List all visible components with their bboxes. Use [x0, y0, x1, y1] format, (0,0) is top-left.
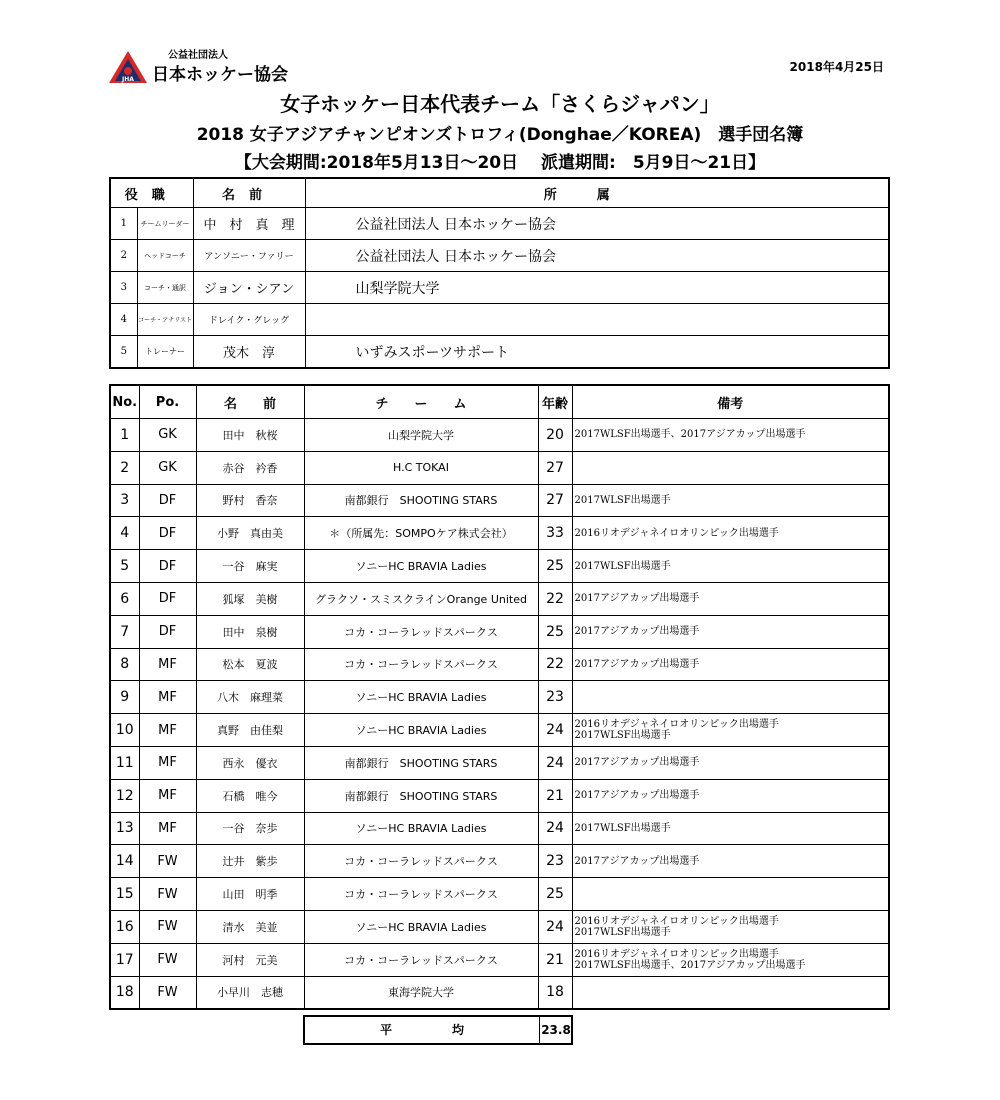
staff-header-name: 名前	[193, 178, 305, 208]
player-note-line: 2016リオデジャネイロオリンピック出場選手	[574, 719, 779, 731]
player-age: 18	[538, 976, 572, 1009]
player-position: FW	[139, 976, 196, 1009]
player-age: 25	[538, 878, 572, 911]
player-position: MF	[139, 779, 196, 812]
staff-header-role: 役職	[110, 178, 193, 208]
player-note	[572, 419, 889, 452]
player-note	[572, 943, 889, 976]
player-age: 24	[538, 812, 572, 845]
player-note	[572, 648, 889, 681]
staff-name: ジョン・シアン	[193, 272, 305, 304]
player-no: 14	[110, 845, 139, 878]
player-no: 18	[110, 976, 139, 1009]
player-team: ソニーHC BRAVIA Ladies	[304, 812, 538, 845]
player-name: 真野 由佳梨	[196, 714, 304, 747]
player-note-line: 2017アジアカップ出場選手	[574, 658, 700, 670]
table-row	[110, 648, 889, 681]
player-note	[572, 910, 889, 943]
staff-name: 茂木 淳	[193, 336, 305, 369]
player-position: MF	[139, 714, 196, 747]
player-name: 小早川 志穂	[196, 976, 304, 1009]
staff-row	[110, 240, 889, 272]
table-row	[110, 681, 889, 714]
player-note	[572, 812, 889, 845]
player-name: 辻井 紫歩	[196, 845, 304, 878]
player-position: FW	[139, 910, 196, 943]
player-name: 一谷 麻実	[196, 550, 304, 583]
table-row	[110, 615, 889, 648]
player-name: 石橋 唯今	[196, 779, 304, 812]
player-note	[572, 484, 889, 517]
staff-role: トレーナー	[137, 336, 193, 369]
player-team: コカ・コーラレッドスパークス	[304, 615, 538, 648]
player-name: 一谷 奈歩	[196, 812, 304, 845]
staff-name: ドレイク・グレッグ	[193, 304, 305, 336]
player-team: コカ・コーラレッドスパークス	[304, 878, 538, 911]
player-age: 23	[538, 681, 572, 714]
table-row	[110, 714, 889, 747]
staff-role: ヘッドコーチ	[137, 240, 193, 272]
player-team: コカ・コーラレッドスパークス	[304, 943, 538, 976]
staff-role: チームリーダー	[137, 208, 193, 240]
player-note	[572, 681, 889, 714]
player-age: 22	[538, 582, 572, 615]
player-note	[572, 714, 889, 747]
header-position: Po.	[139, 385, 196, 419]
header-no: No.	[110, 385, 139, 419]
player-name: 山田 明季	[196, 878, 304, 911]
player-name: 八木 麻理菜	[196, 681, 304, 714]
player-note	[572, 845, 889, 878]
player-position: DF	[139, 615, 196, 648]
player-position: DF	[139, 582, 196, 615]
player-note-line: 2017アジアカップ出場選手	[574, 790, 700, 802]
player-no: 15	[110, 878, 139, 911]
player-team: 東海学院大学	[304, 976, 538, 1009]
jha-emblem-icon	[108, 50, 148, 84]
org-small-label: 公益社団法人	[168, 50, 228, 61]
player-note-line: 2017アジアカップ出場選手	[574, 626, 700, 638]
player-note-line: 2016リオデジャネイロオリンピック出場選手	[574, 915, 779, 927]
player-age: 25	[538, 550, 572, 583]
player-age: 33	[538, 517, 572, 550]
header-team: チ ー ム	[304, 385, 538, 419]
table-row	[110, 943, 889, 976]
staff-affiliation: 公益社団法人 日本ホッケー協会	[305, 240, 889, 272]
player-age: 21	[538, 943, 572, 976]
player-no: 11	[110, 746, 139, 779]
header-age: 年齢	[538, 385, 572, 419]
player-position: MF	[139, 812, 196, 845]
player-position: DF	[139, 550, 196, 583]
player-age: 27	[538, 451, 572, 484]
player-note-line: 2017WLSF出場選手	[574, 494, 671, 506]
player-team: ソニーHC BRAVIA Ladies	[304, 910, 538, 943]
player-name: 清水 美並	[196, 910, 304, 943]
player-position: FW	[139, 943, 196, 976]
players-body	[110, 419, 889, 1010]
player-age: 24	[538, 746, 572, 779]
staff-header-row	[110, 178, 889, 208]
player-team: H.C TOKAI	[304, 451, 538, 484]
player-no: 16	[110, 910, 139, 943]
player-note	[572, 878, 889, 911]
player-age: 24	[538, 714, 572, 747]
document-subtitle: 2018 女子アジアチャンピオンズトロフィ(Donghae／KOREA) 選手団名簿	[196, 125, 804, 145]
staff-name: アンソニー・ファリー	[193, 240, 305, 272]
player-note	[572, 582, 889, 615]
player-team: 南都銀行 SHOOTING STARS	[304, 779, 538, 812]
document-title: 女子ホッケー日本代表チーム「さくらジャパン」	[280, 92, 720, 116]
player-note-line: 2017アジアカップ出場選手	[574, 593, 700, 605]
average-row	[303, 1015, 573, 1045]
player-note	[572, 451, 889, 484]
player-no: 2	[110, 451, 139, 484]
player-no: 1	[110, 419, 139, 452]
staff-affiliation: 公益社団法人 日本ホッケー協会	[305, 208, 889, 240]
player-note-line: 2017WLSF出場選手	[574, 926, 671, 938]
player-age: 21	[538, 779, 572, 812]
staff-row	[110, 304, 889, 336]
average-label: 平均	[379, 1023, 524, 1037]
document-date: 2018年4月25日	[789, 60, 884, 74]
player-no: 13	[110, 812, 139, 845]
table-row	[110, 550, 889, 583]
player-position: GK	[139, 419, 196, 452]
player-no: 9	[110, 681, 139, 714]
staff-no: 4	[110, 304, 137, 336]
player-age: 25	[538, 615, 572, 648]
player-no: 17	[110, 943, 139, 976]
player-note	[572, 779, 889, 812]
header-name: 名 前	[196, 385, 304, 419]
staff-no: 1	[110, 208, 137, 240]
staff-header-affiliation: 所属	[305, 178, 889, 208]
logo-text: JHA	[122, 76, 134, 83]
players-header-row	[110, 385, 889, 419]
player-note	[572, 746, 889, 779]
staff-role: コーチ・通訳	[137, 272, 193, 304]
staff-no: 2	[110, 240, 137, 272]
table-row	[110, 451, 889, 484]
staff-affiliation: いずみスポーツサポート	[305, 336, 889, 369]
table-row	[110, 976, 889, 1009]
staff-row	[110, 208, 889, 240]
player-note-line: 2017アジアカップ出場選手	[574, 855, 700, 867]
player-name: 狐塚 美樹	[196, 582, 304, 615]
player-no: 8	[110, 648, 139, 681]
player-name: 野村 香奈	[196, 484, 304, 517]
player-age: 27	[538, 484, 572, 517]
player-note	[572, 517, 889, 550]
player-note-line: 2017WLSF出場選手	[574, 822, 671, 834]
jha-logo	[108, 46, 308, 88]
player-age: 24	[538, 910, 572, 943]
staff-no: 3	[110, 272, 137, 304]
average-age-value: 23.8	[539, 1017, 572, 1043]
staff-affiliation: 山梨学院大学	[305, 272, 889, 304]
player-team: ソニーHC BRAVIA Ladies	[304, 714, 538, 747]
player-note-line: 2016リオデジャネイロオリンピック出場選手	[574, 527, 779, 539]
player-team: 山梨学院大学	[304, 419, 538, 452]
player-position: FW	[139, 845, 196, 878]
player-position: DF	[139, 484, 196, 517]
staff-role: コーチ・アナリスト	[137, 304, 193, 336]
player-position: MF	[139, 746, 196, 779]
table-row	[110, 484, 889, 517]
table-row	[110, 419, 889, 452]
player-no: 4	[110, 517, 139, 550]
staff-name: 中 村 真 理	[193, 208, 305, 240]
player-position: MF	[139, 681, 196, 714]
player-age: 22	[538, 648, 572, 681]
table-row	[110, 910, 889, 943]
player-name: 田中 秋桜	[196, 419, 304, 452]
player-note-line: 2016リオデジャネイロオリンピック出場選手	[574, 948, 779, 960]
player-position: GK	[139, 451, 196, 484]
player-note	[572, 550, 889, 583]
player-name: 松本 夏波	[196, 648, 304, 681]
player-name: 西永 優衣	[196, 746, 304, 779]
player-note	[572, 615, 889, 648]
player-age: 20	[538, 419, 572, 452]
player-position: MF	[139, 648, 196, 681]
player-note	[572, 976, 889, 1009]
table-row	[110, 845, 889, 878]
player-team: 南都銀行 SHOOTING STARS	[304, 746, 538, 779]
tournament-period: 【大会期間:2018年5月13日～20日 派遣期間: 5月9日～21日】	[234, 153, 766, 173]
player-no: 3	[110, 484, 139, 517]
players-table	[109, 384, 890, 1010]
player-team: ソニーHC BRAVIA Ladies	[304, 550, 538, 583]
player-note-line: 2017WLSF出場選手	[574, 730, 671, 742]
org-name: 日本ホッケー協会	[152, 65, 288, 85]
player-team: 南都銀行 SHOOTING STARS	[304, 484, 538, 517]
player-team: グラクソ・スミスクラインOrange United	[304, 582, 538, 615]
table-row	[110, 582, 889, 615]
player-note-line: 2017WLSF出場選手	[574, 560, 671, 572]
player-no: 7	[110, 615, 139, 648]
player-name: 小野 真由美	[196, 517, 304, 550]
staff-affiliation	[305, 304, 889, 336]
player-team: コカ・コーラレッドスパークス	[304, 648, 538, 681]
table-row	[110, 517, 889, 550]
player-note-line: 2017WLSF出場選手、2017アジアカップ出場選手	[574, 959, 806, 971]
player-position: FW	[139, 878, 196, 911]
table-row	[110, 746, 889, 779]
staff-row	[110, 336, 889, 369]
player-team: ソニーHC BRAVIA Ladies	[304, 681, 538, 714]
player-name: 河村 元美	[196, 943, 304, 976]
player-no: 12	[110, 779, 139, 812]
player-no: 5	[110, 550, 139, 583]
staff-row	[110, 272, 889, 304]
table-row	[110, 812, 889, 845]
player-team: コカ・コーラレッドスパークス	[304, 845, 538, 878]
staff-no: 5	[110, 336, 137, 369]
player-name: 赤谷 衿香	[196, 451, 304, 484]
player-no: 10	[110, 714, 139, 747]
table-row	[110, 878, 889, 911]
player-no: 6	[110, 582, 139, 615]
table-row	[110, 779, 889, 812]
player-position: DF	[139, 517, 196, 550]
header-note: 備考	[572, 385, 889, 419]
player-note-line: 2017アジアカップ出場選手	[574, 757, 700, 769]
player-team: ＊（所属先：SOMPOケア株式会社）	[304, 517, 538, 550]
player-name: 田中 泉樹	[196, 615, 304, 648]
player-note-line: 2017WLSF出場選手、2017アジアカップ出場選手	[574, 429, 806, 441]
staff-table	[109, 177, 890, 369]
player-age: 23	[538, 845, 572, 878]
